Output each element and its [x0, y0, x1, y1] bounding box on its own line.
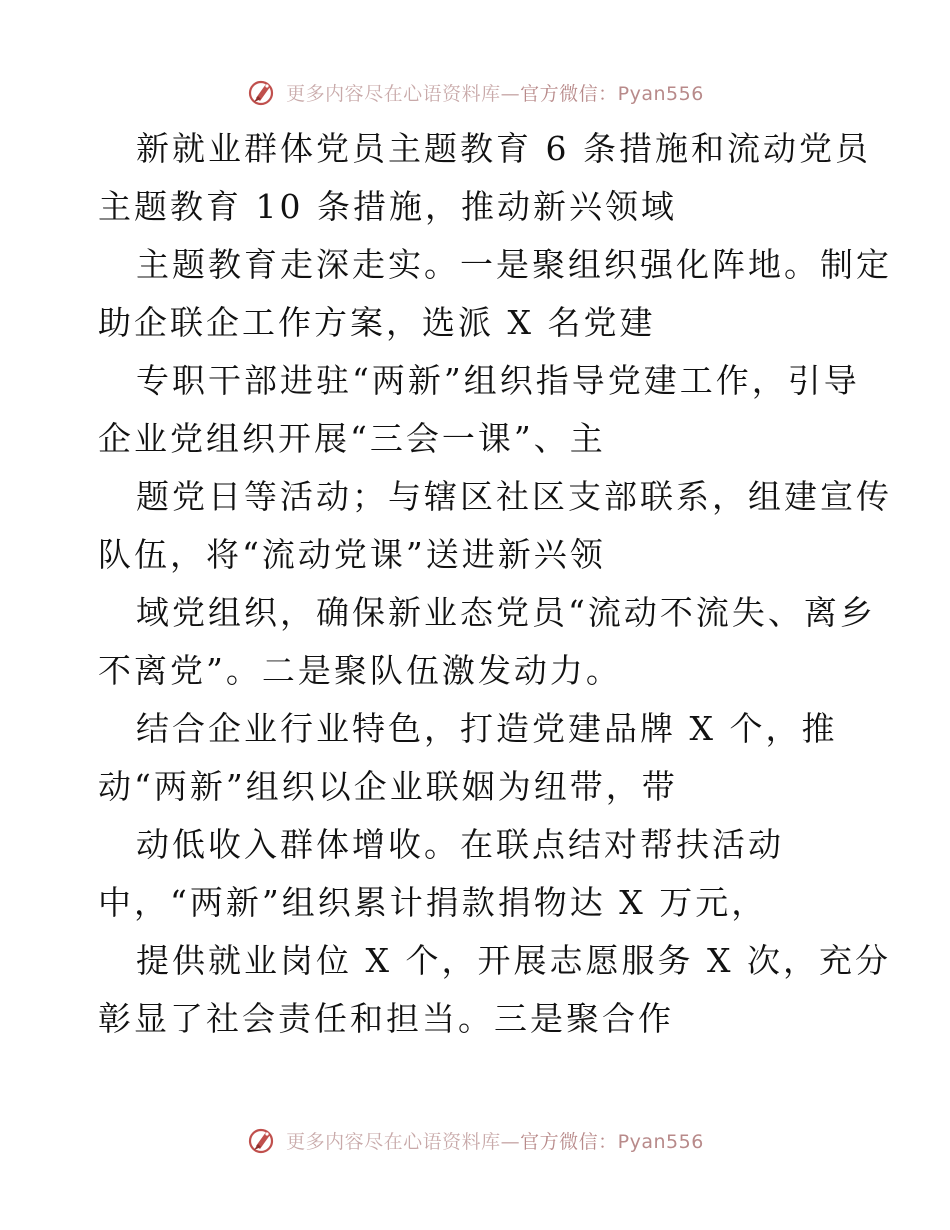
body-line: 专职干部进驻“两新”组织指导党建工作，引导: [136, 361, 860, 400]
footer-watermark-text: [286, 1127, 704, 1154]
body-line: 结合企业行业特色，打造党建品牌 X 个，推: [136, 709, 838, 748]
footer-site-text: 更多内容尽在心语资料库: [286, 1130, 501, 1153]
pen-nib-logo-icon: [246, 76, 278, 108]
body-line: 提供就业岗位 X 个，开展志愿服务 X 次，充分: [136, 941, 891, 980]
body-line: 彰显了社会责任和担当。三是聚合作: [98, 999, 674, 1038]
body-text: [98, 120, 892, 1048]
body-line: 题党日等活动；与辖区社区支部联系，组建宣传: [136, 477, 892, 516]
header-site-text: 更多内容尽在心语资料库: [286, 82, 501, 105]
footer-wechat-text: 官方微信：Pyan556: [520, 1130, 704, 1153]
body-line: 主题教育走深走实。一是聚组织强化阵地。制定: [136, 245, 892, 284]
body-line: 动“两新”组织以企业联姻为纽带，带: [98, 767, 678, 806]
body-line: 队伍，将“流动党课”送进新兴领: [98, 535, 606, 574]
body-line: 不离党”。二是聚队伍激发动力。: [98, 651, 622, 690]
body-line: 助企联企工作方案，选派 X 名党建: [98, 303, 656, 342]
body-line: 新就业群体党员主题教育 6 条措施和流动党员: [136, 129, 871, 168]
header-watermark: [0, 72, 950, 112]
header-watermark-text: [286, 79, 704, 106]
body-line: 主题教育 10 条措施，推动新兴领域: [98, 187, 677, 226]
body-line: 动低收入群体增收。在联点结对帮扶活动: [136, 825, 784, 864]
footer-watermark: [0, 1120, 950, 1160]
body-line: 中，“两新”组织累计捐款捐物达 X 万元，: [98, 883, 768, 922]
pen-nib-logo-icon: [246, 1124, 278, 1156]
body-line: 企业党组织开展“三会一课”、主: [98, 419, 606, 458]
body-line: 域党组织，确保新业态党员“流动不流失、离乡: [136, 593, 876, 632]
footer-dash: —: [500, 1130, 521, 1153]
header-dash: —: [500, 82, 521, 105]
header-wechat-text: 官方微信：Pyan556: [520, 82, 704, 105]
